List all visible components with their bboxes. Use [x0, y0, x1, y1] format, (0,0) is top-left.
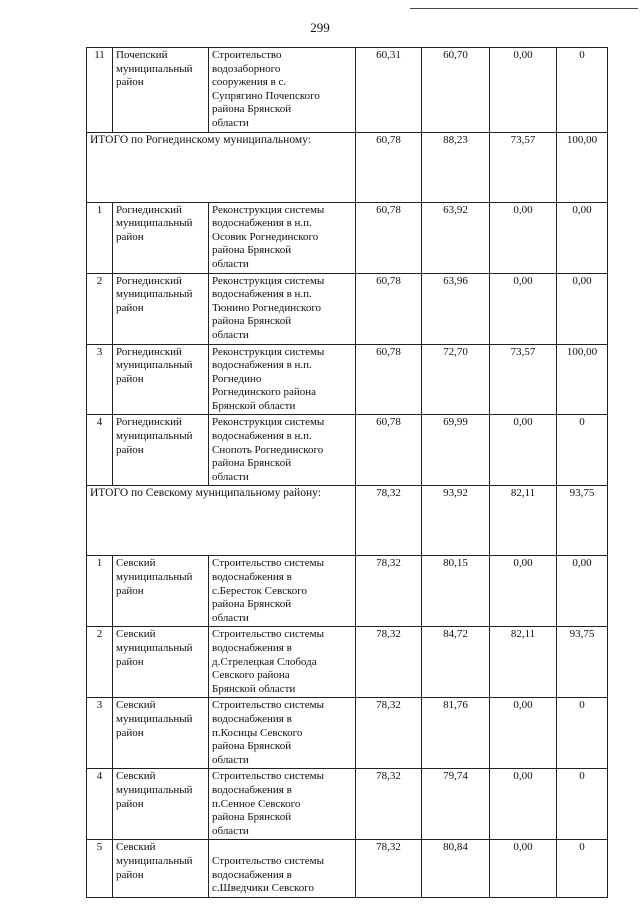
table-row [87, 202, 608, 273]
value-cell-4: 0 [557, 769, 608, 840]
page-number: 299 [310, 20, 330, 35]
value-cell-1: 60,78 [356, 415, 422, 486]
value-cell-1: 78,32 [356, 769, 422, 840]
district-cell: Рогнединский муниципальный район [113, 344, 209, 415]
district-cell: Рогнединский муниципальный район [113, 273, 209, 344]
value-cell-2: 79,74 [422, 769, 490, 840]
value-cell-1: 60,31 [356, 48, 422, 133]
value-cell-2: 60,70 [422, 48, 490, 133]
work-description-cell: Реконструкция системы водоснабжения в н.п. Тюнино Рогнединского района Брянской области [209, 273, 356, 344]
value-cell-1: 60,78 [356, 344, 422, 415]
value-cell-3: 82,11 [490, 486, 557, 556]
work-description-cell: Строительство системы водоснабжения в п.Косицы Севского района Брянской области [209, 698, 356, 769]
value-cell-3: 0,00 [490, 48, 557, 133]
value-cell-3: 0,00 [490, 556, 557, 627]
table-row [87, 344, 608, 415]
district-cell: Севский муниципальный район [113, 556, 209, 627]
row-number: 2 [87, 273, 113, 344]
row-number: 2 [87, 627, 113, 698]
value-cell-4: 0,00 [557, 273, 608, 344]
value-cell-3: 0,00 [490, 698, 557, 769]
work-description-cell: Строительство водозаборного сооружения в с. Супрягино Почепского района Брянской области [209, 48, 356, 133]
total-row [87, 132, 608, 202]
value-cell-3: 0,00 [490, 415, 557, 486]
table-row [87, 698, 608, 769]
value-cell-4: 93,75 [557, 627, 608, 698]
work-description-cell: Строительство системы водоснабжения в п.Сенное Севского района Брянской области [209, 769, 356, 840]
district-cell: Севский муниципальный район [113, 769, 209, 840]
value-cell-2: 63,92 [422, 202, 490, 273]
total-row [87, 486, 608, 556]
value-cell-4: 0,00 [557, 202, 608, 273]
value-cell-2: 84,72 [422, 627, 490, 698]
work-description-cell: Реконструкция системы водоснабжения в н.п. Осовик Рогнединского района Брянской области [209, 202, 356, 273]
row-number: 5 [87, 840, 113, 897]
value-cell-2: 93,92 [422, 486, 490, 556]
district-cell: Рогнединский муниципальный район [113, 415, 209, 486]
row-number: 3 [87, 344, 113, 415]
table-row [87, 415, 608, 486]
value-cell-4: 0 [557, 48, 608, 133]
value-cell-2: 63,96 [422, 273, 490, 344]
value-cell-3: 82,11 [490, 627, 557, 698]
table-row [87, 556, 608, 627]
table-row [87, 273, 608, 344]
value-cell-2: 80,15 [422, 556, 490, 627]
total-label: ИТОГО по Рогнединскому муниципальному: [87, 132, 356, 202]
work-description-cell: Строительство системы водоснабжения в д.Стрелецкая Слобода Севского района Брянской области [209, 627, 356, 698]
table-row [87, 48, 608, 133]
value-cell-4: 0 [557, 840, 608, 897]
data-table [86, 47, 608, 898]
value-cell-1: 60,78 [356, 132, 422, 202]
work-description-cell: Реконструкция системы водоснабжения в н.п. Снопоть Рогнединского района Брянской области [209, 415, 356, 486]
value-cell-4: 93,75 [557, 486, 608, 556]
district-cell: Рогнединский муниципальный район [113, 202, 209, 273]
row-number: 4 [87, 769, 113, 840]
value-cell-2: 81,76 [422, 698, 490, 769]
work-description-cell: Реконструкция системы водоснабжения в н.п. Рогнедино Рогнединского района Брянской области [209, 344, 356, 415]
value-cell-4: 0 [557, 415, 608, 486]
total-label: ИТОГО по Севскому муниципальному району: [87, 486, 356, 556]
value-cell-2: 72,70 [422, 344, 490, 415]
district-cell: Севский муниципальный район [113, 698, 209, 769]
value-cell-1: 60,78 [356, 273, 422, 344]
value-cell-3: 73,57 [490, 132, 557, 202]
row-number: 1 [87, 202, 113, 273]
row-number: 1 [87, 556, 113, 627]
work-description-cell: Строительство системы водоснабжения в с.Бересток Севского района Брянской области [209, 556, 356, 627]
value-cell-3: 0,00 [490, 273, 557, 344]
value-cell-4: 0 [557, 698, 608, 769]
value-cell-4: 100,00 [557, 132, 608, 202]
value-cell-2: 69,99 [422, 415, 490, 486]
table-row [87, 840, 608, 897]
row-number: 11 [87, 48, 113, 133]
value-cell-2: 80,84 [422, 840, 490, 897]
value-cell-1: 78,32 [356, 627, 422, 698]
value-cell-4: 0,00 [557, 556, 608, 627]
value-cell-1: 78,32 [356, 486, 422, 556]
top-rule [410, 8, 638, 9]
value-cell-3: 73,57 [490, 344, 557, 415]
value-cell-3: 0,00 [490, 840, 557, 897]
value-cell-2: 88,23 [422, 132, 490, 202]
row-number: 3 [87, 698, 113, 769]
value-cell-1: 60,78 [356, 202, 422, 273]
district-cell: Севский муниципальный район [113, 627, 209, 698]
work-description-cell: Строительство системы водоснабжения в с.Шведчики Севского [209, 840, 356, 897]
value-cell-4: 100,00 [557, 344, 608, 415]
table-row [87, 769, 608, 840]
table-row [87, 627, 608, 698]
value-cell-1: 78,32 [356, 556, 422, 627]
district-cell: Почепский муниципальный район [113, 48, 209, 133]
row-number: 4 [87, 415, 113, 486]
value-cell-1: 78,32 [356, 698, 422, 769]
value-cell-1: 78,32 [356, 840, 422, 897]
value-cell-3: 0,00 [490, 202, 557, 273]
value-cell-3: 0,00 [490, 769, 557, 840]
district-cell: Севский муниципальный район [113, 840, 209, 897]
